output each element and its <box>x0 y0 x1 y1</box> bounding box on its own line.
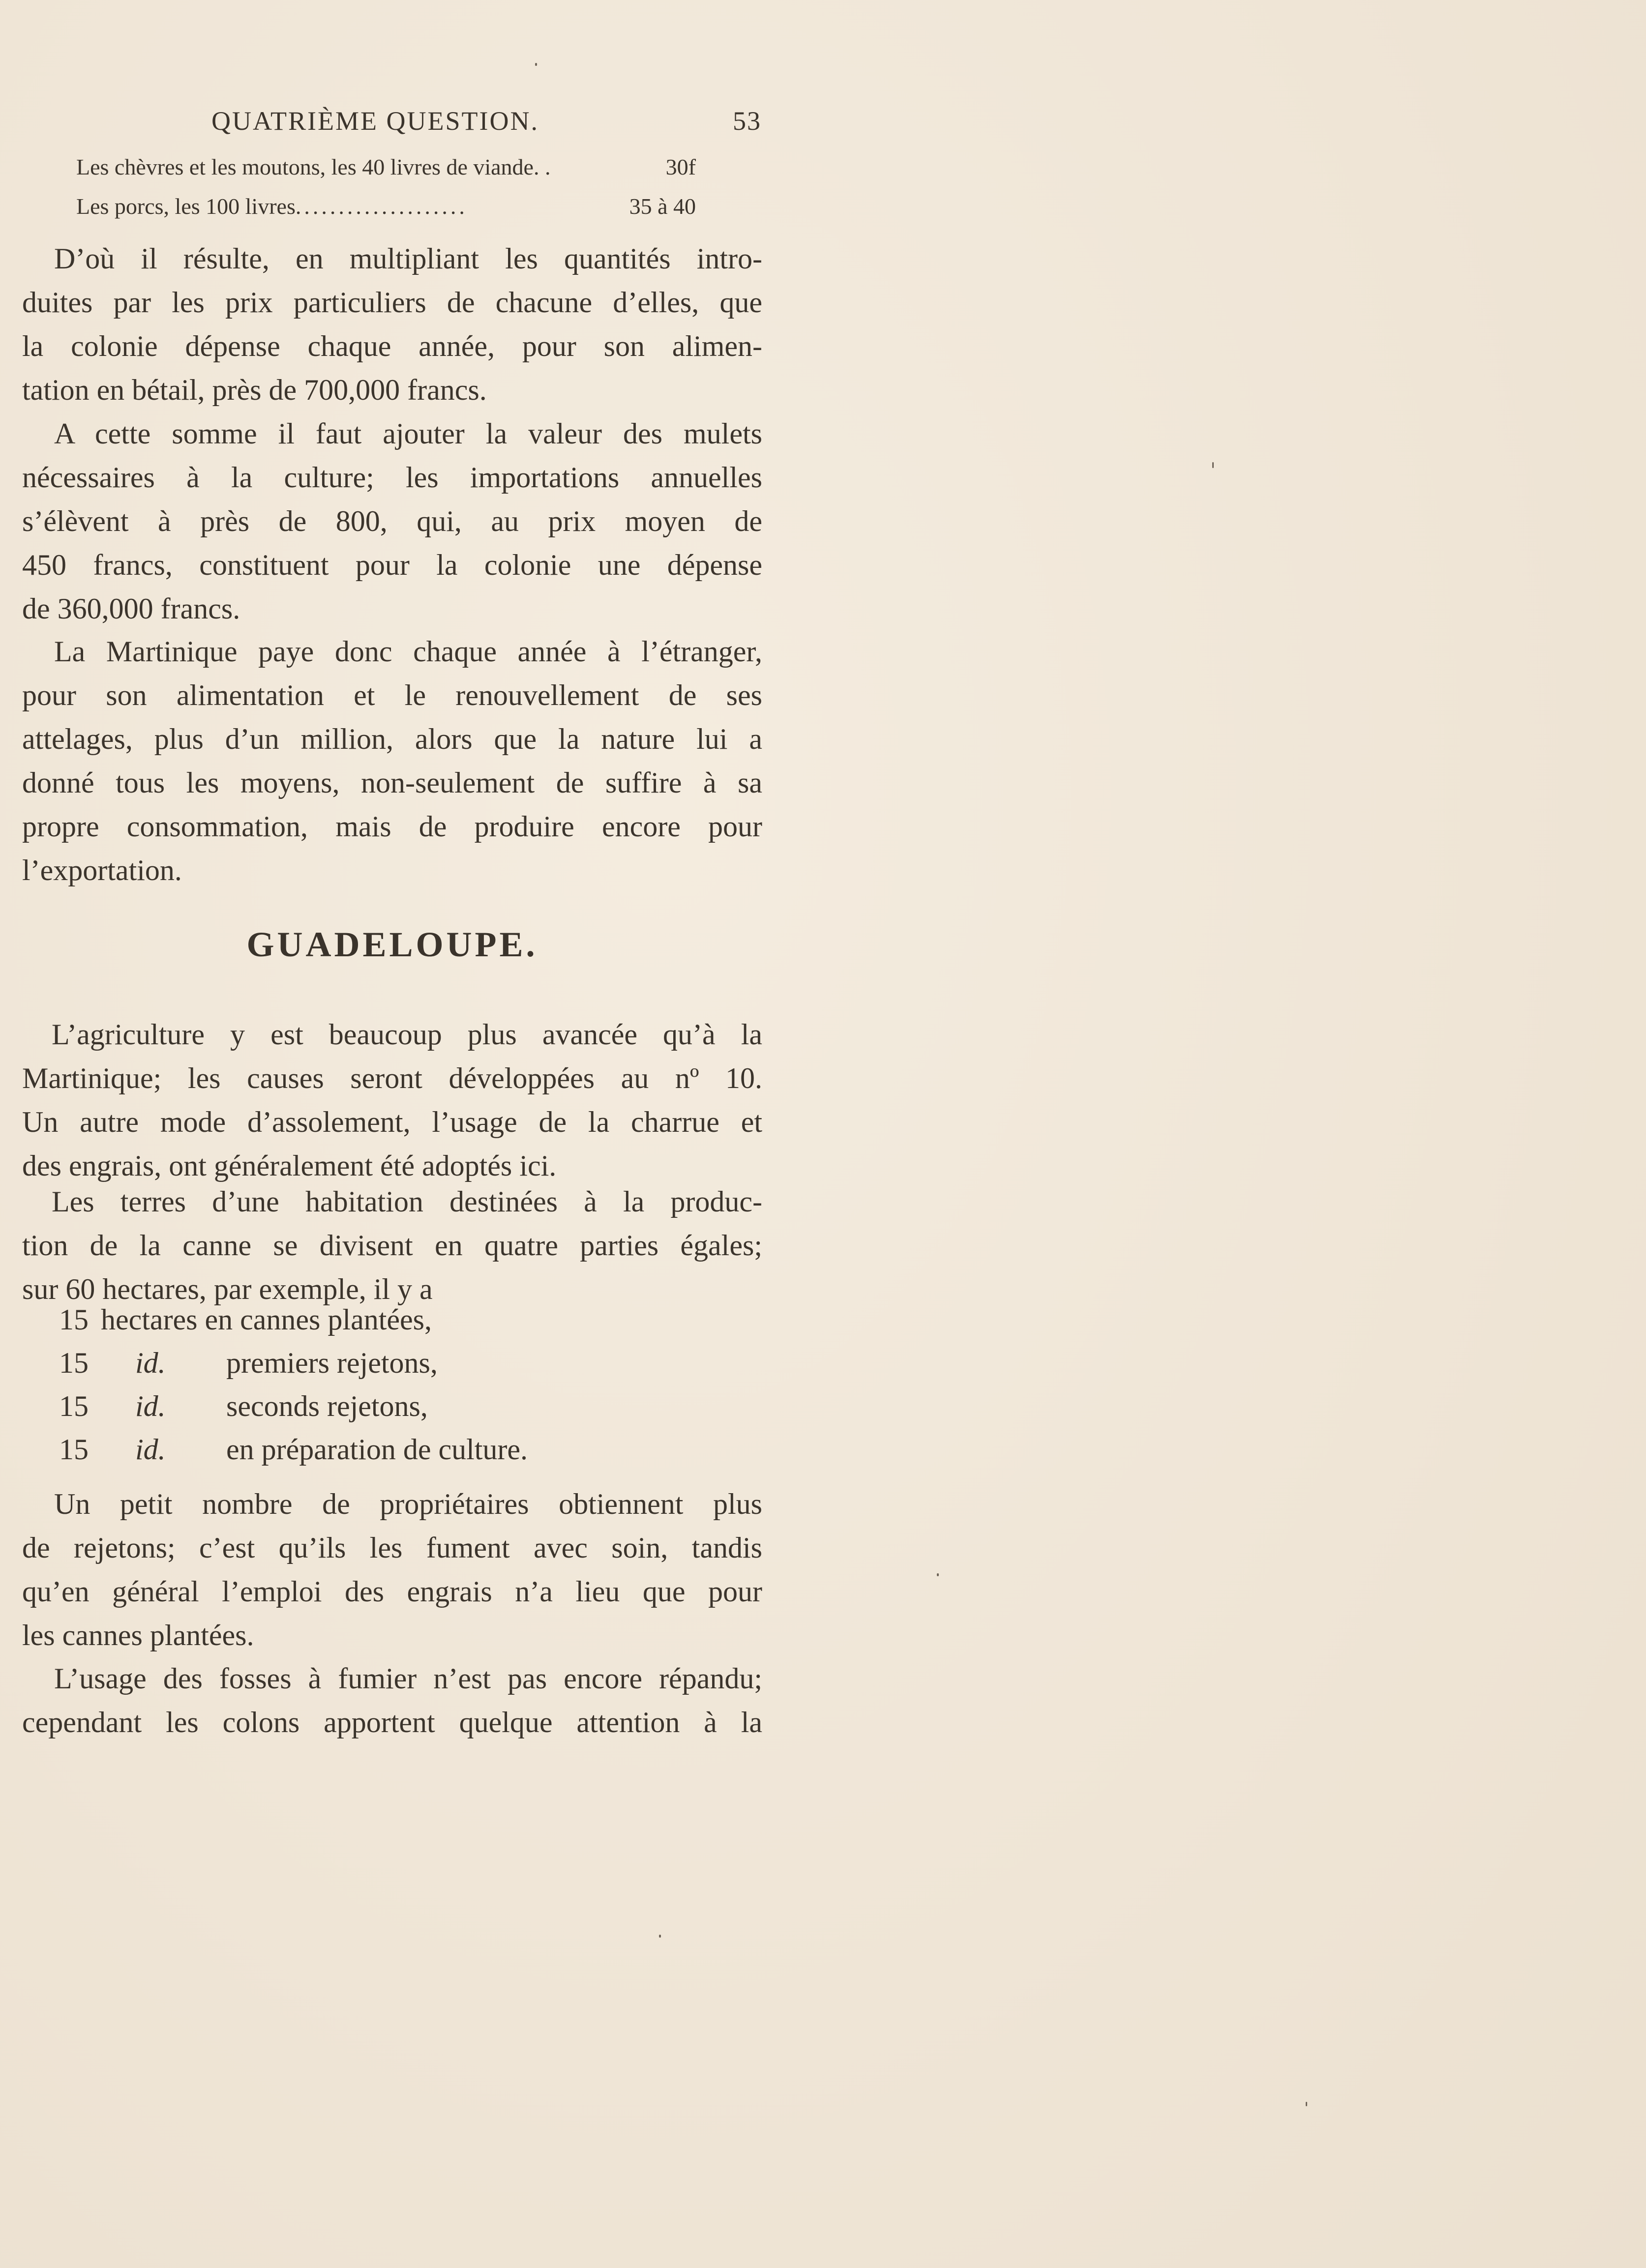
list-qty: 15 <box>59 1433 89 1466</box>
text-line: 450 francs, constituent pour la colonie une dépense <box>22 549 762 581</box>
text-line: propre consommation, mais de produire encore pour <box>22 810 762 843</box>
page-number: 53 <box>733 106 761 136</box>
text-line: L’agriculture y est beaucoup plus avancée qu’à la <box>52 1018 762 1051</box>
text-line: Martinique; les causes seront développées au nº 10. <box>22 1062 762 1094</box>
paragraph-land-division <box>22 1180 762 1311</box>
land-division-list <box>59 1303 757 1476</box>
text-line: la colonie dépense chaque année, pour son alimen- <box>22 330 762 362</box>
price-label: Les chèvres et les moutons, les 40 livres de viande. . <box>76 154 551 179</box>
list-idem: id. <box>135 1390 166 1422</box>
text-line: s’élèvent à près de 800, qui, au prix moyen de <box>22 505 762 537</box>
list-item <box>59 1303 757 1346</box>
text-line: Un autre mode d’assolement, l’usage de la charrue et <box>22 1106 762 1138</box>
list-qty: 15 <box>59 1303 89 1336</box>
price-line-goats-sheep <box>54 154 740 183</box>
text-line: qu’en général l’emploi des engrais n’a lieu que pour <box>22 1575 762 1608</box>
paper-speck <box>659 1935 661 1938</box>
list-qty: 15 <box>59 1347 89 1379</box>
price-line-pigs <box>54 193 740 223</box>
text-line: de rejetons; c’est qu’ils les fument avec soin, tandis <box>22 1532 762 1564</box>
text-line: les cannes plantées. <box>22 1619 254 1651</box>
text-line: tion de la canne se divisent en quatre parties égales; <box>22 1229 762 1262</box>
text-line: l’exportation. <box>22 854 182 886</box>
leader-dots: .................... <box>295 194 468 219</box>
text-line: des engrais, ont généralement été adoptés ici. <box>22 1149 557 1182</box>
text-line: La Martinique paye donc chaque année à l’étranger, <box>54 635 762 668</box>
paragraph-guadeloupe-agriculture <box>22 1013 762 1188</box>
paragraph-rejetons <box>22 1482 762 1657</box>
paper-speck <box>937 1573 939 1576</box>
text-line: attelages, plus d’un million, alors que la nature lui a <box>22 723 762 755</box>
section-heading: GUADELOUPE. <box>246 925 538 964</box>
paper-speck <box>1306 2102 1307 2106</box>
text-line: Les terres d’une habitation destinées à la produc- <box>52 1185 762 1218</box>
paper-speck <box>535 63 537 66</box>
running-title: QUATRIÈME QUESTION. <box>211 106 539 136</box>
price-value: 30f <box>665 154 696 179</box>
text-line: tation en bétail, près de 700,000 francs. <box>22 374 487 406</box>
text-line: L’usage des fosses à fumier n’est pas encore répandu; <box>54 1662 762 1695</box>
paper-speck <box>1212 462 1214 468</box>
list-item <box>59 1389 757 1433</box>
list-item <box>59 1346 757 1389</box>
list-desc: hectares en cannes plantées, <box>101 1303 432 1336</box>
price-value: 35 à 40 <box>629 194 696 219</box>
list-idem: id. <box>135 1347 166 1379</box>
running-header <box>22 106 762 140</box>
text-line: Un petit nombre de propriétaires obtiennent plus <box>54 1488 762 1520</box>
text-line: A cette somme il faut ajouter la valeur des mulets <box>54 417 762 450</box>
text-line: pour son alimentation et le renouvellement de ses <box>22 679 762 711</box>
list-qty: 15 <box>59 1390 89 1422</box>
text-line: nécessaires à la culture; les importations annuelles <box>22 461 762 494</box>
text-line: D’où il résulte, en multipliant les quantités intro- <box>54 242 762 275</box>
price-label: Les porcs, les 100 livres.................... <box>76 194 468 219</box>
text-line: de 360,000 francs. <box>22 592 240 625</box>
list-desc: en préparation de culture. <box>226 1433 528 1466</box>
list-item <box>59 1433 757 1476</box>
paragraph-martinique-summary <box>22 630 762 892</box>
list-idem: id. <box>135 1433 166 1466</box>
text-line: cependant les colons apportent quelque attention à la <box>22 1706 762 1738</box>
list-desc: seconds rejetons, <box>226 1390 428 1422</box>
text-line: sur 60 hectares, par exemple, il y a <box>22 1273 433 1305</box>
text-line: donné tous les moyens, non-seulement de suffire à sa <box>22 766 762 799</box>
paragraph-manure-pits <box>22 1657 762 1744</box>
list-desc: premiers rejetons, <box>226 1347 438 1379</box>
paragraph-cost-of-livestock <box>22 237 762 412</box>
paragraph-mules <box>22 412 762 631</box>
text-line: duites par les prix particuliers de chacune d’elles, que <box>22 286 762 319</box>
